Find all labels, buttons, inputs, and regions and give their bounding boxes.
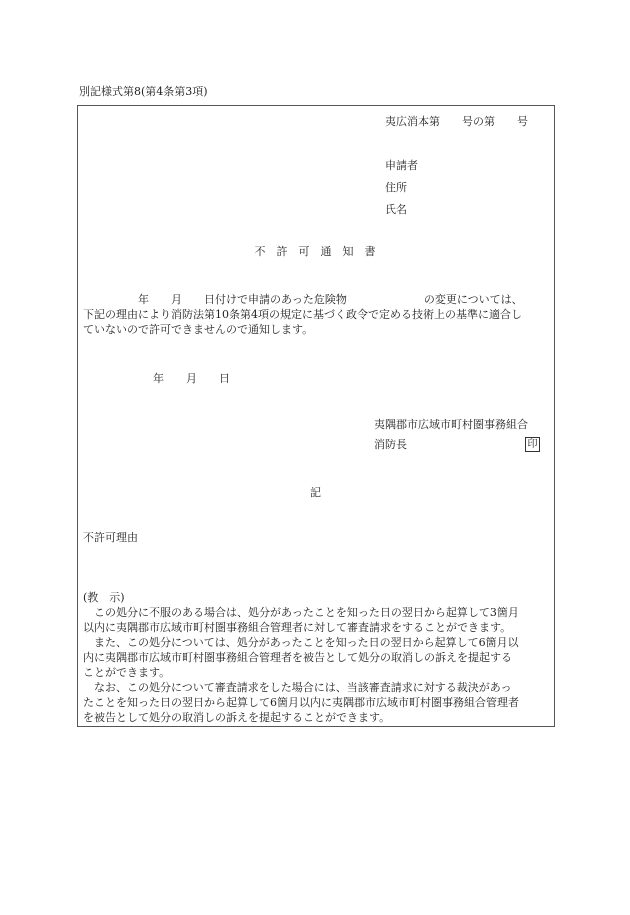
- instruction-line: また、この処分については、処分があったことを知った日の翌日から起算して6箇月以: [83, 636, 519, 649]
- notice-body-line: ていないので許可できませんので通知します。: [83, 323, 314, 336]
- ki-marker: 記: [310, 486, 321, 499]
- instruction-heading: (教 示): [83, 591, 125, 604]
- notice-body: [83, 292, 553, 337]
- notice-body-line: 年 月 日付けで申請のあった危険物 の変更については、: [83, 293, 523, 306]
- address-label: 住所: [385, 181, 407, 194]
- issuer-organization: 夷隅郡市広域市町村圏事務組合: [374, 418, 528, 431]
- name-label: 氏名: [385, 203, 407, 216]
- seal-mark: 印: [525, 437, 540, 452]
- document-title: 不 許 可 通 知 書: [254, 245, 376, 258]
- instruction-line: たことを知った日の翌日から起算して6箇月以内に夷隅郡市広域市町村圏事務組合管理者: [83, 696, 519, 709]
- document-number: 夷広消本第 号の第 号: [385, 115, 528, 128]
- issue-date: 年 月 日: [153, 372, 230, 385]
- issuer-title: 消防長: [374, 438, 407, 451]
- form-label: 別記様式第8(第4条第3項): [79, 85, 208, 98]
- applicant-label: 申請者: [385, 159, 418, 172]
- instruction-line: を被告として処分の取消しの訴えを提起することができます。: [83, 711, 391, 724]
- instruction-line: 以内に夷隅郡市広域市町村圏事務組合管理者に対して審査請求をすることができます。: [83, 621, 512, 634]
- instruction-section: [83, 590, 553, 725]
- instruction-line: この処分に不服のある場合は、処分があったことを知った日の翌日から起算して3箇月: [83, 606, 519, 619]
- notice-body-line: 下記の理由により消防法第10条第4項の規定に基づく政令で定める技術上の基準に適合し: [83, 308, 522, 321]
- reason-label: 不許可理由: [83, 531, 138, 544]
- instruction-line: ことができます。: [83, 666, 171, 679]
- instruction-line: 内に夷隅郡市広域市町村圏事務組合管理者を被告として処分の取消しの訴えを提起する: [83, 651, 512, 664]
- instruction-line: なお、この処分について審査請求をした場合には、当該審査請求に対する裁決があっ: [83, 681, 512, 694]
